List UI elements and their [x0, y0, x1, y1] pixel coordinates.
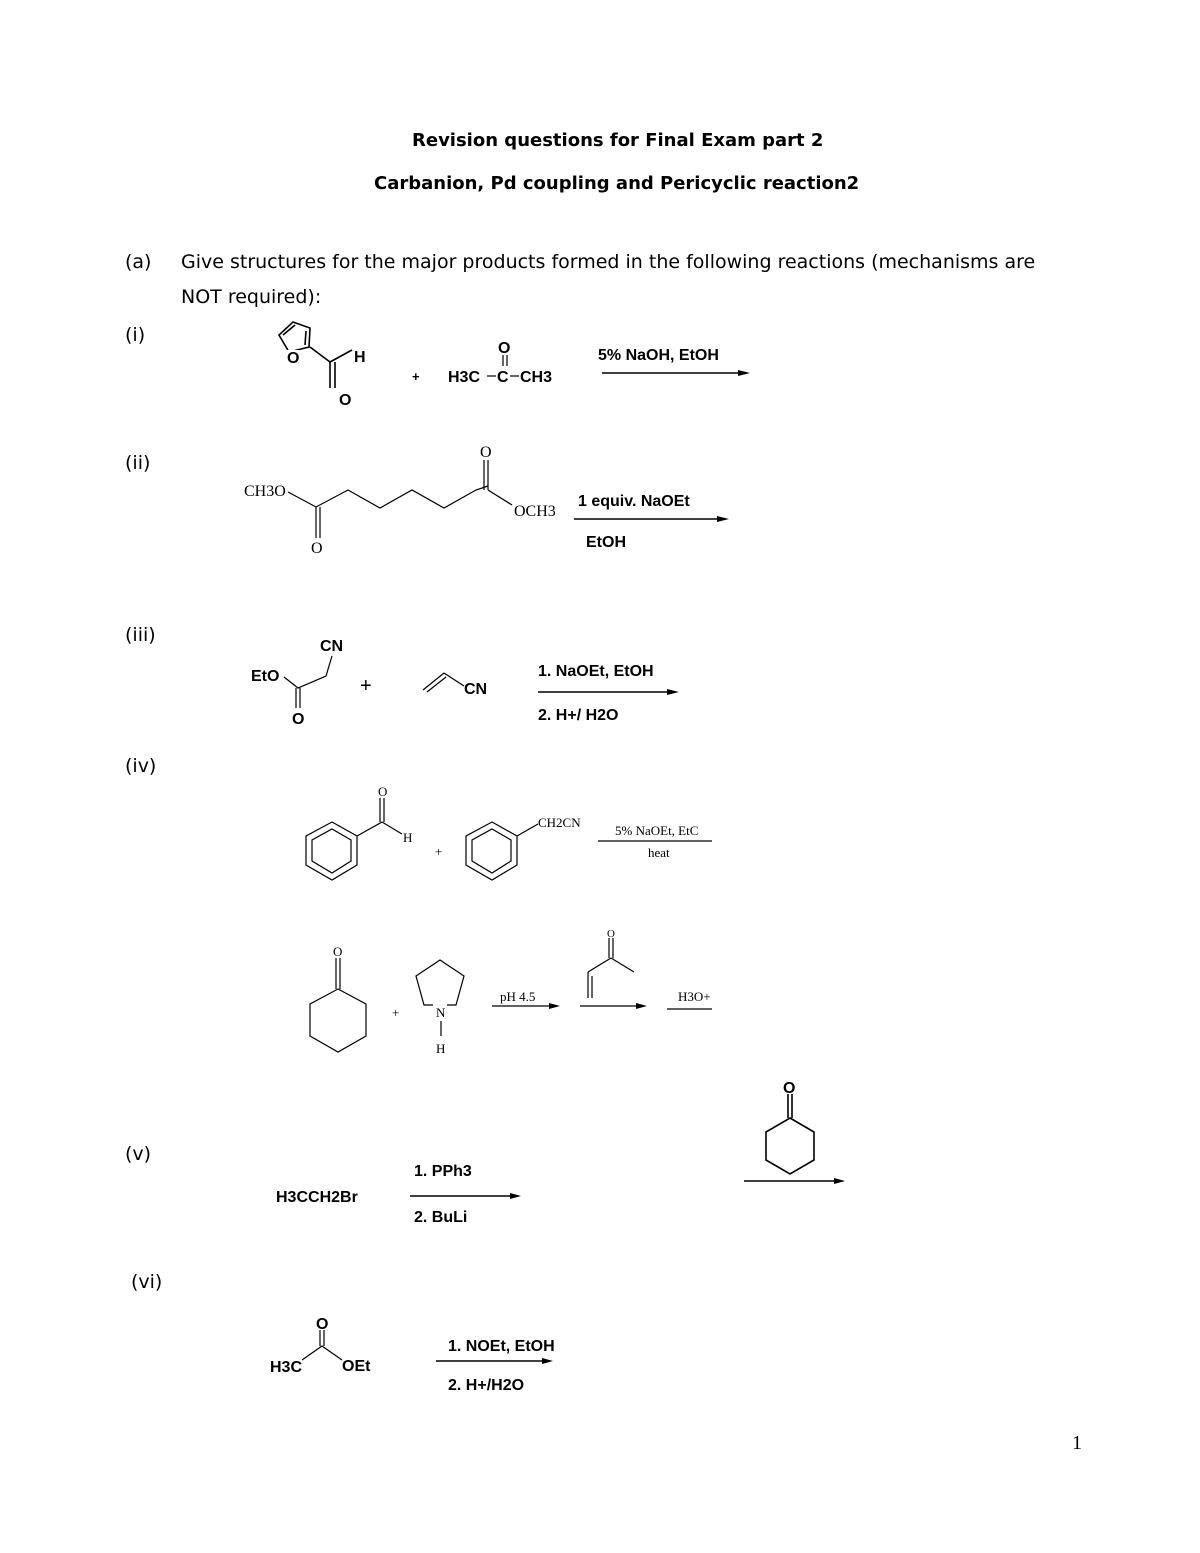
conditions-ii-top: 1 equiv. NaOEt	[578, 493, 690, 510]
reaction-label-ii: (ii)	[125, 452, 151, 474]
benzene-ring	[466, 822, 517, 880]
page-subtitle: Carbanion, Pd coupling and Pericyclic reaction2	[374, 173, 860, 194]
ph-condition: pH 4.5	[500, 989, 536, 1004]
reaction-iii	[251, 638, 679, 728]
page-number: 1	[1072, 1432, 1082, 1454]
atom-n: N	[436, 1005, 446, 1020]
atom-c: C	[497, 369, 509, 386]
reaction-label-iii: (iii)	[125, 624, 156, 646]
plus-sign: +	[392, 1005, 400, 1020]
atom-o: O	[498, 340, 511, 357]
reaction-label-v: (v)	[125, 1143, 152, 1165]
atom-h3c: H3C	[270, 1359, 303, 1376]
reaction-vi	[270, 1316, 555, 1394]
carbon-chain	[288, 486, 488, 508]
atom-o: O	[607, 928, 615, 940]
reactant-ethyl-bromide: H3CCH2Br	[276, 1189, 358, 1206]
reaction-label-iv: (iv)	[125, 755, 157, 777]
atom-o: O	[378, 784, 388, 799]
atom-o: O	[287, 350, 300, 367]
conditions-iii-bottom: 2. H+/ H2O	[538, 707, 619, 724]
conditions-iv-top: 5% NaOEt, EtC	[615, 823, 699, 838]
reaction-label-i: (i)	[125, 324, 146, 346]
atom-eto: EtO	[251, 668, 280, 685]
conditions-i: 5% NaOH, EtOH	[598, 347, 719, 364]
question-text-line1: Give structures for the major products formed in the following reactions (mechanisms are	[181, 251, 1036, 273]
atom-h: H	[403, 830, 413, 845]
plus-sign: +	[435, 844, 443, 859]
question-text-line2: NOT required):	[181, 286, 322, 308]
cyclohexanone-ring	[766, 1118, 814, 1174]
atom-o: O	[311, 540, 323, 557]
atom-ch2cn: CH2CN	[538, 815, 581, 830]
atom-cn: CN	[464, 681, 488, 698]
conditions-vi-top: 1. NOEt, EtOH	[448, 1338, 555, 1355]
conditions-vi-bottom: 2. H+/H2O	[448, 1377, 525, 1394]
conditions-iii-top: 1. NaOEt, EtOH	[538, 663, 654, 680]
conditions-v-bottom: 2. BuLi	[414, 1209, 468, 1226]
atom-cn: CN	[320, 638, 344, 655]
pyrrolidine-ring	[416, 960, 464, 1005]
cyclohexanone-ring	[310, 989, 366, 1052]
conditions-ii-bottom: EtOH	[586, 534, 626, 551]
reaction-v	[276, 1080, 845, 1226]
atom-h: H	[436, 1041, 446, 1056]
reaction-label-vi: (vi)	[131, 1271, 163, 1293]
atom-h: H	[354, 349, 366, 366]
page-title: Revision questions for Final Exam part 2	[412, 130, 824, 151]
benzene-ring	[306, 822, 357, 880]
h3o-reagent: H3O+	[678, 989, 711, 1004]
atom-oet: OEt	[342, 1358, 371, 1375]
conditions-iv-bottom: heat	[648, 845, 670, 860]
plus-sign: +	[360, 675, 372, 697]
atom-ch3: CH3	[520, 369, 553, 386]
reaction-ii	[244, 444, 729, 557]
reaction-i	[279, 322, 750, 409]
atom-ch3o: CH3O	[244, 483, 286, 500]
plus-sign: +	[412, 369, 420, 384]
conditions-v-top: 1. PPh3	[414, 1163, 472, 1180]
atom-o: O	[339, 392, 352, 409]
atom-och3: OCH3	[514, 503, 556, 520]
atom-h3c: H3C	[448, 369, 481, 386]
reaction-iv	[306, 784, 712, 1056]
atom-o: O	[333, 944, 343, 959]
atom-o: O	[292, 711, 305, 728]
atom-o: O	[316, 1316, 329, 1333]
question-label: (a)	[125, 251, 152, 273]
atom-o: O	[480, 444, 492, 461]
atom-o: O	[783, 1080, 796, 1097]
